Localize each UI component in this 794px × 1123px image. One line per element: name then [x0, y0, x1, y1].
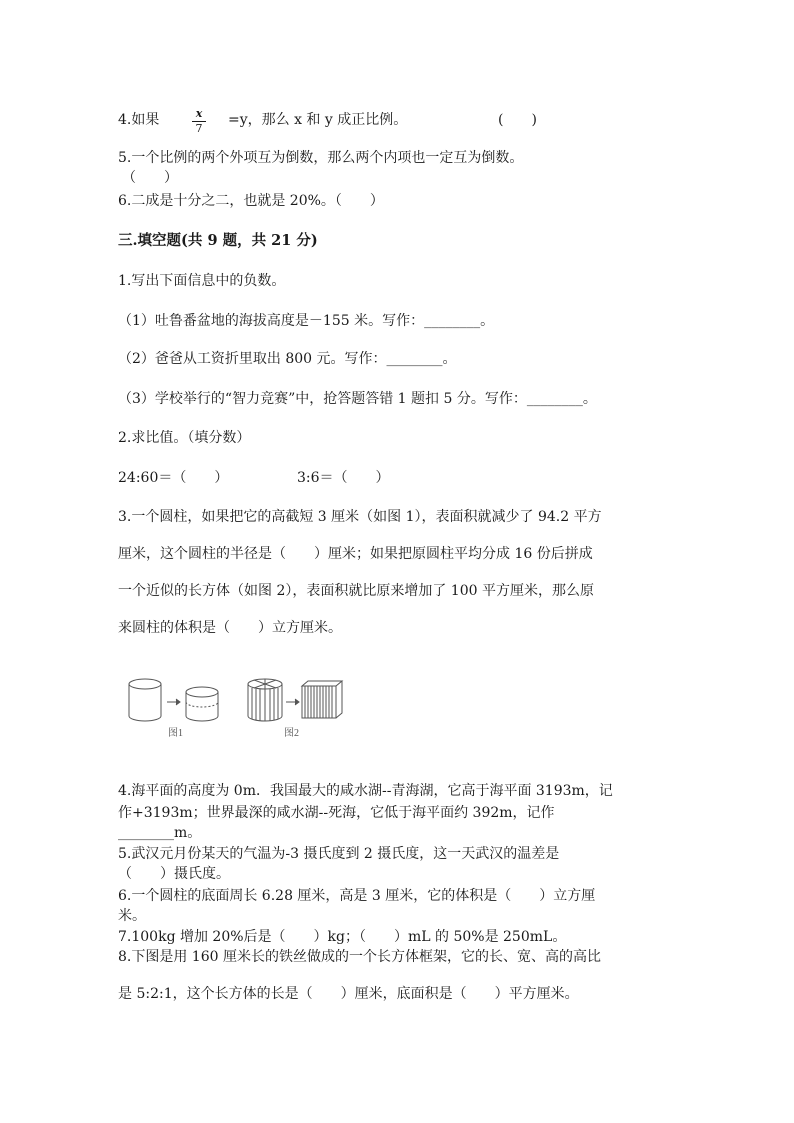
approx-cuboid — [302, 681, 342, 718]
q4b-line-1: 4.海平面的高度为 0m．我国最大的咸水湖--青海湖，它高于海平面 3193m，记 — [118, 783, 613, 799]
q1-item-2: （2）爸爸从工资折里取出 800 元。写作：________。 — [118, 351, 457, 367]
q5b-line-2: （ ）摄氏度。 — [118, 866, 230, 882]
shortened-cylinder — [186, 687, 218, 721]
q8-line-2: 是 5:2:1，这个长方体的长是（ ）厘米，底面积是（ ）平方厘米。 — [118, 986, 579, 1002]
q6b-line-2: 米。 — [118, 908, 146, 924]
q8-line-1: 8.下图是用 160 厘米长的铁丝做成的一个长方体框架，它的长、宽、高的高比 — [118, 949, 601, 965]
q2-item-1: 24:60＝（ ） — [118, 470, 229, 486]
fraction-denominator: 7 — [195, 122, 203, 135]
q1-item-1: （1）吐鲁番盆地的海拔高度是－155 米。写作：________。 — [118, 313, 495, 329]
figure-2-label: 图2 — [284, 728, 299, 739]
q3-line-2: 厘米，这个圆柱的半径是（ ）厘米；如果把原圆柱平均分成 16 份后拼成 — [118, 546, 593, 562]
q4-statement: =y，那么 x 和 y 成正比例。 — [228, 112, 408, 128]
q3-line-4: 来圆柱的体积是（ ）立方厘米。 — [118, 620, 342, 636]
q2-title: 2.求比值。（填分数） — [118, 430, 251, 446]
section-heading: 三.填空题(共 9 题，共 21 分) — [118, 232, 318, 249]
q1-title: 1.写出下面信息中的负数。 — [118, 273, 286, 289]
cylinder-figure — [124, 672, 354, 744]
q2-item-2: 3:6＝（ ） — [297, 470, 390, 486]
arrow-2 — [286, 699, 299, 705]
q3-line-1: 3.一个圆柱，如果把它的高截短 3 厘米（如图 1），表面积就减少了 94.2 平方 — [118, 509, 602, 525]
q4b-line-2: 作+3193m；世界最深的咸水湖--死海，它低于海平面约 392m，记作 — [118, 805, 555, 821]
q7-line: 7.100kg 增加 20%后是（ ）kg；（ ）mL 的 50%是 250mL。 — [118, 929, 567, 945]
q5-answer-paren: （ ） — [122, 170, 178, 186]
q1-item-3: （3）学校举行的“智力竞赛”中，抢答题答错 1 题扣 5 分。写作：________。 — [118, 391, 597, 407]
q4b-line-3: ________m。 — [118, 825, 202, 841]
q6-statement: 6.二成是十分之二，也就是 20%。（ ） — [118, 193, 384, 209]
q4-prefix: 4.如果 — [118, 112, 160, 128]
q5-statement: 5.一个比例的两个外项互为倒数，那么两个内项也一定互为倒数。 — [118, 150, 524, 166]
q3-line-3: 一个近似的长方体（如图 2），表面积就比原来增加了 100 平方厘米，那么原 — [118, 583, 594, 599]
sliced-cylinder — [248, 679, 282, 721]
fraction-numerator: x — [195, 107, 203, 120]
q4-answer-paren: ( ) — [498, 112, 537, 128]
q4-fraction — [192, 108, 206, 135]
q5b-line-1: 5.武汉元月份某天的气温为-3 摄氏度到 2 摄氏度，这一天武汉的温差是 — [118, 846, 560, 862]
q6b-line-1: 6.一个圆柱的底面周长 6.28 厘米，高是 3 厘米，它的体积是（ ）立方厘 — [118, 888, 596, 904]
arrow-1 — [167, 699, 180, 705]
original-cylinder — [129, 679, 161, 721]
figure-1-label: 图1 — [168, 728, 183, 739]
